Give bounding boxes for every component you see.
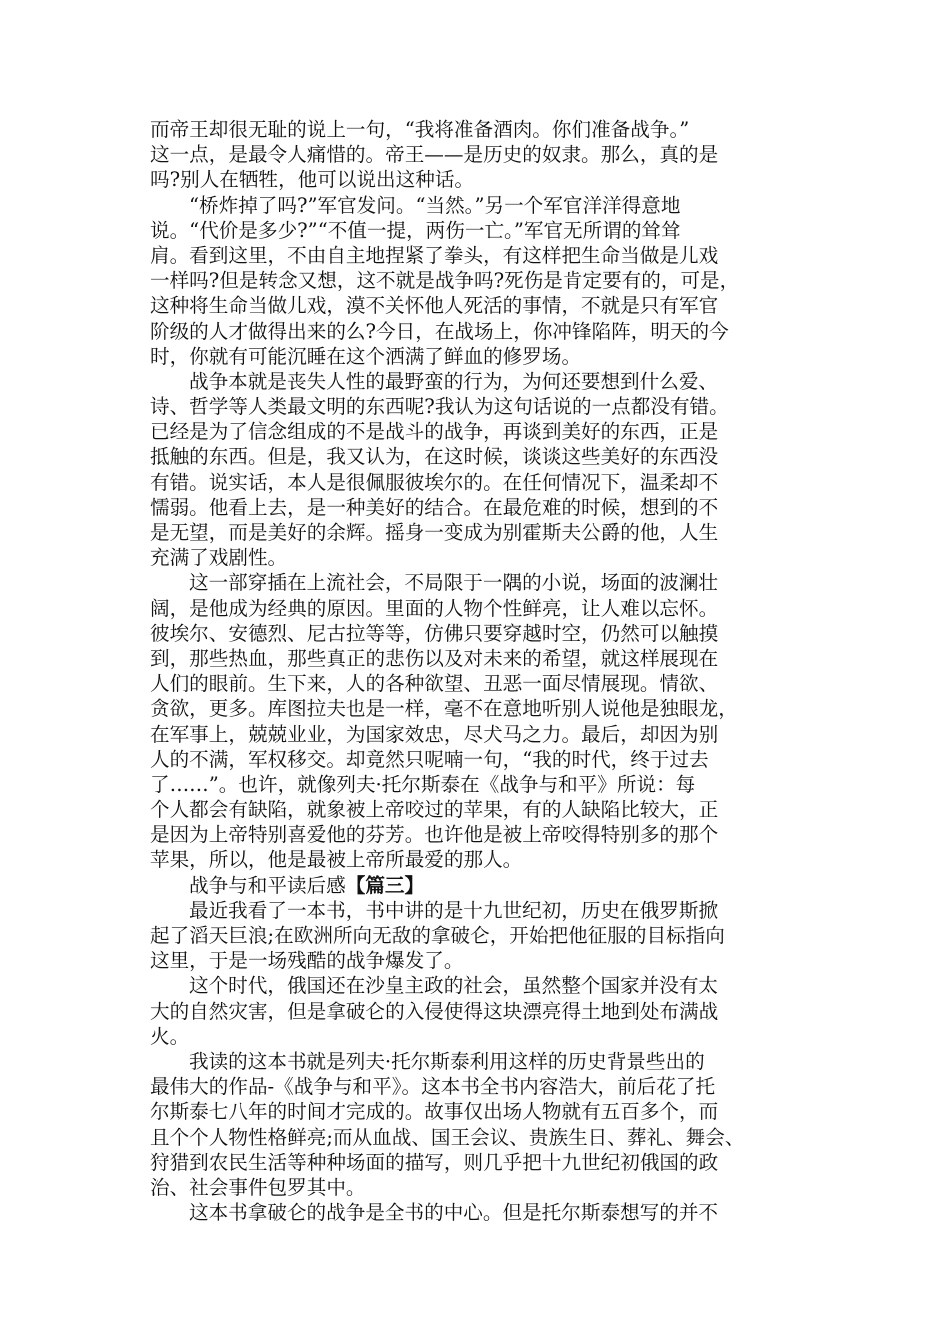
text-line: 一样吗?但是转念又想，这不就是战争吗?死伤是肯定要有的，可是， (150, 269, 740, 293)
paragraph-start-line: 最近我看了一本书，书中讲的是十九世纪初，历史在俄罗斯掀 (189, 898, 719, 922)
text-line: 狩猎到农民生活等种种场面的描写，则几乎把十九世纪初俄国的政 (150, 1150, 719, 1174)
paragraph-start-line: 我读的这本书就是列夫·托尔斯泰利用这样的历史背景些出的 (189, 1049, 705, 1073)
text-line: 是因为上帝特别喜爱他的芬芳。也许他是被上帝咬得特别多的那个 (150, 823, 719, 847)
text-line: 而帝王却很无耻的说上一句，“我将准备酒肉。你们准备战争。” (150, 118, 690, 141)
paragraph-start-line: “桥炸掉了吗?”军官发问。“当然。”另一个军官洋洋得意地 (189, 193, 681, 217)
paragraph-start-line: 这本书拿破仑的战争是全书的中心。但是托尔斯泰想写的并不 (189, 1201, 719, 1225)
section-heading (150, 873, 800, 898)
text-line: 了……”。也许，就像列夫·托尔斯泰在《战争与和平》所说：每 (150, 772, 696, 796)
text-line: 尔斯泰七八年的时间才完成的。故事仅出场人物就有五百多个，而 (150, 1100, 719, 1124)
text-line: 且个个人物性格鲜亮;而从血战、国王会议、贵族生日、葬礼、舞会、 (150, 1125, 745, 1149)
text-line: 到，那些热血，那些真正的悲伤以及对未来的希望，就这样展现在 (150, 646, 719, 670)
text-line: 人们的眼前。生下来，人的各种欲望、丑恶一面尽情展现。情欲、 (150, 672, 719, 696)
text-line: 阔，是他成为经典的原因。里面的人物个性鲜亮，让人难以忘怀。 (150, 596, 719, 620)
text-line: 贪欲，更多。库图拉夫也是一样，毫不在意地听别人说他是独眼龙， (150, 697, 738, 721)
text-line: 火。 (150, 1024, 190, 1048)
text-line: 最伟大的作品-《战争与和平》。这本书全书内容浩大，前后花了托 (150, 1075, 716, 1099)
text-line: 在军事上，兢兢业业，为国家效忠，尽犬马之力。最后，却因为别 (150, 722, 719, 746)
document-body (150, 117, 800, 1225)
text-line: 治、社会事件包罗其中。 (150, 1175, 366, 1199)
text-line: 彼埃尔、安德烈、尼古拉等等，仿佛只要穿越时空，仍然可以触摸 (150, 621, 719, 645)
text-line: 是无望，而是美好的余辉。摇身一变成为别霍斯夫公爵的他，人生 (150, 521, 719, 544)
section-heading-title: 战争与和平读后感 (189, 873, 346, 897)
text-line: 诗、哲学等人类最文明的东西呢?我认为这句话说的一点都没有错。 (150, 395, 729, 419)
text-line: 苹果，所以，他是最被上帝所最爱的那人。 (150, 848, 523, 872)
paragraph-start-line: 这个时代，俄国还在沙皇主政的社会，虽然整个国家并没有太 (189, 974, 719, 998)
text-line: 有错。说实话，本人是很佩服彼埃尔的。在任何情况下，温柔却不 (150, 470, 719, 494)
text-line: 时，你就有可能沉睡在这个洒满了鲜血的修罗场。 (150, 344, 582, 368)
text-line: 阶级的人才做得出来的么?今日，在战场上，你冲锋陷阵，明天的今 (150, 319, 729, 343)
text-line: 懦弱。他看上去，是一种美好的结合。在最危难的时候，想到的不 (150, 495, 719, 519)
text-line: 充满了戏剧性。 (150, 546, 288, 570)
text-line: 大的自然灾害，但是拿破仑的入侵使得这块漂亮得土地到处布满战 (150, 999, 719, 1023)
text-line: 个人都会有缺陷，就象被上帝咬过的苹果，有的人缺陷比较大，正 (150, 798, 719, 822)
text-line: 肩。看到这里，不由自主地捏紧了拳头，有这样把生命当做是儿戏 (150, 243, 719, 267)
text-line: 这种将生命当做儿戏，漠不关怀他人死活的事情，不就是只有军官 (150, 294, 719, 318)
text-line: 起了滔天巨浪;在欧洲所向无敌的拿破仑，开始把他征服的目标指向 (150, 924, 725, 947)
text-line: 吗?别人在牺牲，他可以说出这种话。 (150, 168, 475, 192)
text-line: 这里，于是一场残酷的战争爆发了。 (150, 949, 464, 973)
text-line: 这一点，是最令人痛惜的。帝王——是历史的奴隶。那么，真的是 (150, 143, 719, 167)
text-line: 抵触的东西。但是，我又认为，在这时候，谈谈这些美好的东西没 (150, 445, 719, 469)
text-line: 说。“代价是多少?”“不值一提，两伤一亡。”军官无所谓的耸耸 (150, 218, 681, 242)
section-heading-label: 【篇三】 (345, 873, 425, 897)
paragraph-start-line: 战争本就是丧失人性的最野蛮的行为，为何还要想到什么爱、 (189, 369, 719, 393)
text-line: 已经是为了信念组成的不是战斗的战争，再谈到美好的东西，正是 (150, 420, 719, 444)
paragraph-start-line: 这一部穿插在上流社会，不局限于一隅的小说，场面的波澜壮 (189, 571, 719, 595)
text-line: 人的不满，军权移交。却竟然只呢喃一句，“我的时代，终于过去 (150, 747, 709, 771)
